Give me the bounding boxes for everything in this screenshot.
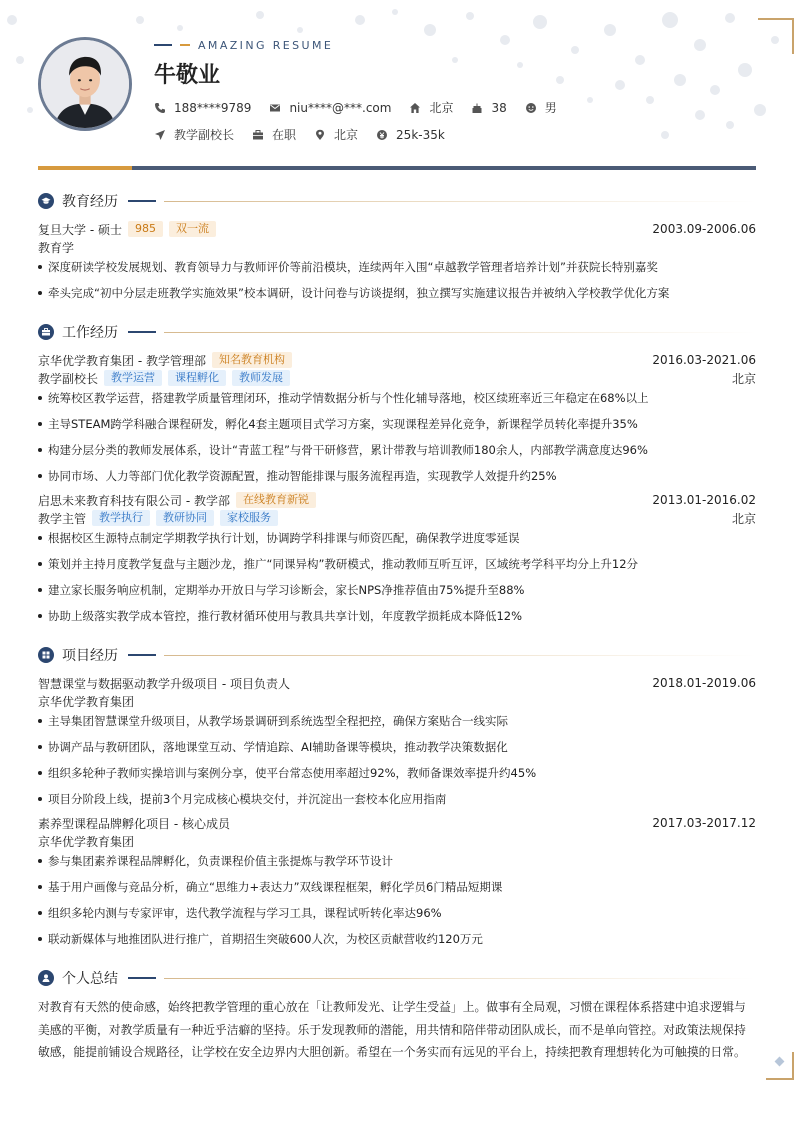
section-education-header <box>38 191 756 211</box>
section-work-header <box>38 322 756 342</box>
tagline-line-primary <box>154 44 172 46</box>
header-divider-accent <box>38 166 132 170</box>
work-location: 北京 <box>731 371 756 386</box>
gender-value: 男 <box>544 101 557 115</box>
salary-info <box>376 128 445 142</box>
phone-info <box>154 101 251 115</box>
avatar-portrait <box>41 40 129 128</box>
cake-icon <box>471 102 483 114</box>
user-icon <box>38 970 54 986</box>
salary-value: 25k-35k <box>396 127 445 142</box>
candidate-name: 牛敬业 <box>154 63 221 88</box>
list-item <box>38 415 756 433</box>
project-entry-header <box>38 814 756 832</box>
smile-icon <box>525 102 537 114</box>
list-item <box>38 284 756 302</box>
role-tag: 教师发展 <box>232 370 290 386</box>
section-line-primary <box>128 654 156 656</box>
section-line-accent <box>164 332 756 333</box>
grid-icon <box>38 647 54 663</box>
bullet-dot <box>38 771 42 775</box>
section-title: 项目经历 <box>62 648 118 664</box>
company-name: 启思未来教育科技有限公司 - 教学部 <box>38 493 230 508</box>
bullet-dot <box>38 937 42 941</box>
list-item <box>38 904 756 922</box>
send-icon <box>154 129 166 141</box>
section-projects-header <box>38 645 756 665</box>
section-line-accent <box>164 978 756 979</box>
header-divider-primary <box>132 166 756 170</box>
project-period: 2017.03-2017.12 <box>652 816 756 830</box>
bullet-dot <box>38 859 42 863</box>
bullet-text: 主导集团智慧课堂升级项目，从教学场景调研到系统选型全程把控，确保方案贴合一线实际 <box>48 714 508 728</box>
bullet-text: 根据校区生源特点制定学期教学执行计划，协调跨学科排课与师资匹配，确保教学进度零延误 <box>48 531 520 545</box>
mail-icon <box>269 102 281 114</box>
tagline <box>154 38 333 52</box>
job-role: 教学主管 <box>38 511 87 526</box>
briefcase-icon <box>252 129 264 141</box>
list-item <box>38 878 756 896</box>
work-period: 2016.03-2021.06 <box>652 353 756 367</box>
bullet-text: 协助上级落实教学成本管控，推行教材循环使用与教具共享计划，年度教学损耗成本降低12% <box>48 609 523 623</box>
education-period: 2003.09-2006.06 <box>652 222 756 236</box>
role-tag: 教学运营 <box>104 370 162 386</box>
section-title: 工作经历 <box>62 325 118 341</box>
list-item <box>38 930 756 948</box>
section-summary-header <box>38 968 756 988</box>
home-icon <box>409 102 421 114</box>
coin-icon <box>376 129 388 141</box>
corner-decoration-top <box>758 18 794 54</box>
section-line-primary <box>128 331 156 333</box>
section-title: 个人总结 <box>62 971 118 987</box>
bullet-text: 深度研读学校发展规划、教育领导力与教师评价等前沿模块，连续两年入围“卓越教学管理者培养计划”并获院长特别嘉奖 <box>48 260 658 274</box>
work-period: 2013.01-2016.02 <box>652 493 756 507</box>
bullet-dot <box>38 719 42 723</box>
bullet-dot <box>38 474 42 478</box>
graduation-cap-icon <box>38 193 54 209</box>
work-entry-header <box>38 491 756 509</box>
bullet-dot <box>38 562 42 566</box>
bullet-text: 构建分层分类的教师发展体系，设计“青蓝工程”与骨干研修营，累计带教与培训教师180余人，内部教学满意度达96% <box>48 443 648 457</box>
position-info <box>154 126 234 143</box>
project-name: 素养型课程品牌孵化项目 - 核心成员 <box>38 816 230 831</box>
list-item <box>38 258 756 276</box>
position-value: 教学副校长 <box>174 128 235 142</box>
list-item <box>38 852 756 870</box>
status-value: 在职 <box>272 128 297 142</box>
company-tag: 在线教育新锐 <box>236 492 316 508</box>
bullet-dot <box>38 885 42 889</box>
gender-info <box>525 99 557 116</box>
section-line-primary <box>128 200 156 202</box>
list-item <box>38 389 756 407</box>
section-line-primary <box>128 977 156 979</box>
list-item <box>38 555 756 573</box>
list-item <box>38 581 756 599</box>
city-info <box>409 99 453 116</box>
email-value: niu****@***.com <box>289 100 392 115</box>
bullet-dot <box>38 588 42 592</box>
tagline-line-accent <box>180 44 190 46</box>
job-role: 教学副校长 <box>38 371 99 386</box>
list-item <box>38 529 756 547</box>
target-city-value: 北京 <box>334 128 359 142</box>
bullet-dot <box>38 536 42 540</box>
age-value: 38 <box>491 100 507 115</box>
bullet-text: 策划并主持月度教学复盘与主题沙龙，推广“同课异构”教研模式，推动教师互听互评，区域统考学科平均分上升12分 <box>48 557 639 571</box>
education-entry-header <box>38 220 756 238</box>
age-info <box>471 101 506 115</box>
briefcase-icon <box>38 324 54 340</box>
bullet-text: 参与集团素养课程品牌孵化，负责课程价值主张提炼与教学环节设计 <box>48 854 393 868</box>
header-divider <box>38 166 756 170</box>
education-major-row <box>38 238 756 256</box>
list-item <box>38 467 756 485</box>
bullet-dot <box>38 911 42 915</box>
bullet-text: 牵头完成“初中分层走班教学实施效果”校本调研，设计问卷与访谈提纲，独立撰写实施建议报告并被纳入学校教学优化方案 <box>48 286 670 300</box>
list-item <box>38 607 756 625</box>
bullet-text: 统筹校区教学运营，搭建教学质量管理闭环，推动学情数据分析与个性化辅导落地，校区续班率近三年稳定在68%以上 <box>48 391 649 405</box>
school-tag: 双一流 <box>169 221 216 237</box>
bullet-dot <box>38 291 42 295</box>
status-info <box>252 126 296 143</box>
list-item <box>38 764 756 782</box>
role-tag: 家校服务 <box>220 510 278 526</box>
bullet-dot <box>38 614 42 618</box>
section-title: 教育经历 <box>62 194 118 210</box>
phone-value: 188****9789 <box>174 100 252 115</box>
bullet-dot <box>38 396 42 400</box>
bullet-dot <box>38 422 42 426</box>
project-org: 京华优学教育集团 <box>38 694 135 709</box>
bullet-dot <box>38 745 42 749</box>
bullet-dot <box>38 797 42 801</box>
list-item <box>38 441 756 459</box>
major: 教育学 <box>38 240 75 255</box>
list-item <box>38 712 756 730</box>
section-line-accent <box>164 201 756 202</box>
bullet-text: 协调产品与教研团队，落地课堂互动、学情追踪、AI辅助备课等模块，推动教学决策数据化 <box>48 740 508 754</box>
bullet-text: 项目分阶段上线，提前3个月完成核心模块交付，并沉淀出一套校本化应用指南 <box>48 792 447 806</box>
company-name: 京华优学教育集团 - 教学管理部 <box>38 353 206 368</box>
list-item <box>38 790 756 808</box>
work-role-row <box>38 509 756 527</box>
project-name: 智慧课堂与数据驱动教学升级项目 - 项目负责人 <box>38 676 290 691</box>
school-tag: 985 <box>128 221 163 237</box>
company-tag: 知名教育机构 <box>212 352 292 368</box>
bullet-text: 主导STEAM跨学科融合课程研发，孵化4套主题项目式学习方案，实现课程差异化竞争，新课程学员转化率提升35% <box>48 417 638 431</box>
summary-text: 对教育有天然的使命感，始终把教学管理的重心放在「让教师发光、让学生受益」上。做事有全局观，习惯在课程体系搭建中追求逻辑与美感的平衡，对教学质量有一种近乎洁癖的坚持。乐于发现教师的潜能，用共情和陪伴带动团队成长，而不是单向管控。对政策法规保持敏感，能提前铺设合规路径，让学校在安全边界内大胆创新。希望在一个务实而有远见的平台上，持续把教育理想转化为可触摸的日常。 <box>38 1000 746 1059</box>
role-tag: 课程孵化 <box>168 370 226 386</box>
job-intent-row <box>154 126 463 143</box>
bullet-text: 联动新媒体与地推团队进行推广，首期招生突破600人次，为校区贡献营收约120万元 <box>48 932 483 946</box>
location-icon <box>314 129 326 141</box>
work-entry-header <box>38 351 756 369</box>
role-tag: 教研协同 <box>156 510 214 526</box>
tagline-text: AMAZING RESUME <box>198 38 334 52</box>
section-line-accent <box>164 655 756 656</box>
bullet-text: 基于用户画像与竞品分析，确立“思维力+表达力”双线课程框架，孵化学员6门精品短期课 <box>48 880 503 894</box>
project-org: 京华优学教育集团 <box>38 834 135 849</box>
contact-info-row <box>154 99 575 116</box>
bullet-text: 组织多轮种子教师实操培训与案例分享，使平台常态使用率超过92%，教师备课效率提升约45% <box>48 766 537 780</box>
bullet-text: 组织多轮内测与专家评审，迭代教学流程与学习工具，课程试听转化率达96% <box>48 906 442 920</box>
work-role-row <box>38 369 756 387</box>
project-org-row <box>38 692 756 710</box>
list-item <box>38 738 756 756</box>
project-entry-header <box>38 674 756 692</box>
school-name: 复旦大学 - 硕士 <box>38 222 122 237</box>
email-info <box>269 101 391 115</box>
bullet-text: 建立家长服务响应机制，定期举办开放日与学习诊断会，家长NPS净推荐值由75%提升至88% <box>48 583 525 597</box>
project-period: 2018.01-2019.06 <box>652 676 756 690</box>
bullet-text: 协同市场、人力等部门优化教学资源配置，推动智能排课与服务流程再造，实现教学人效提升约25% <box>48 469 557 483</box>
phone-icon <box>154 102 166 114</box>
role-tag: 教学执行 <box>92 510 150 526</box>
city-value: 北京 <box>429 101 454 115</box>
project-org-row <box>38 832 756 850</box>
target-city-info <box>314 126 358 143</box>
bullet-dot <box>38 448 42 452</box>
work-location: 北京 <box>731 511 756 526</box>
avatar <box>38 37 132 131</box>
bullet-dot <box>38 265 42 269</box>
